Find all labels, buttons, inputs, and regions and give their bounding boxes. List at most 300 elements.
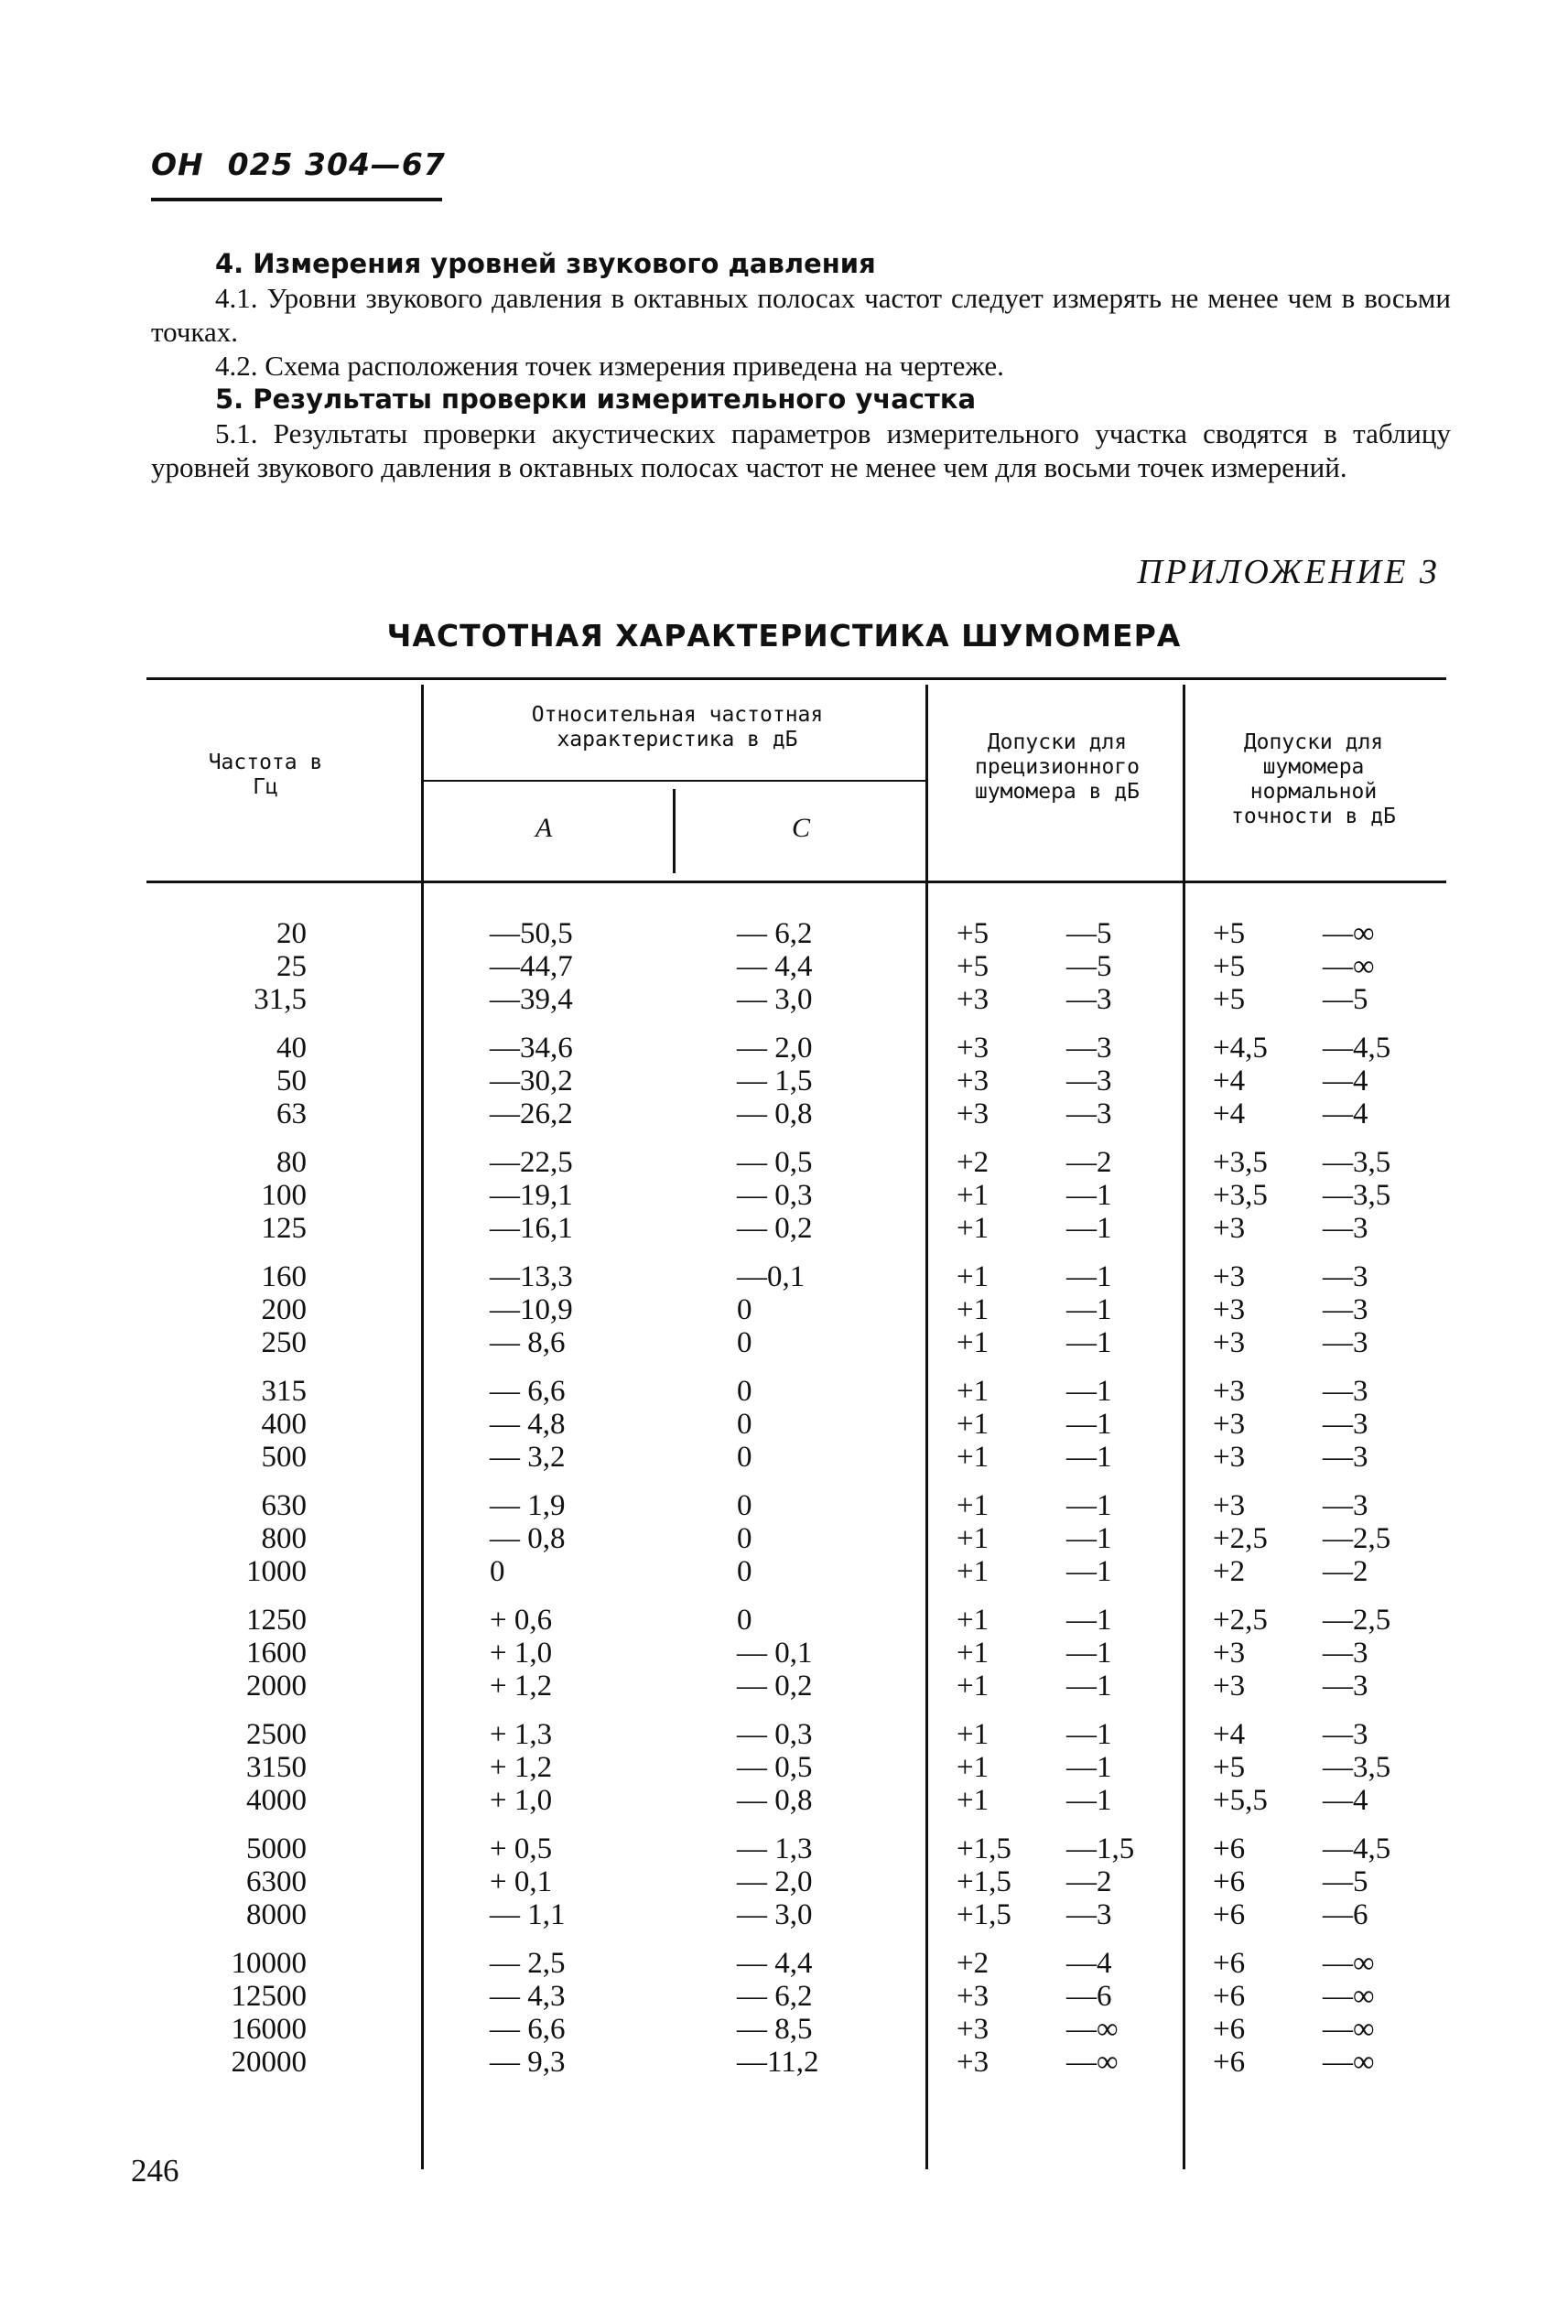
row-group	[490, 1146, 618, 1245]
frequency-cell: 6300	[246, 1865, 307, 1898]
c-weight-cell: 0	[737, 1326, 752, 1359]
c-weight-cell: — 0,3	[737, 1718, 813, 1751]
standard-code: ОН	[151, 146, 204, 182]
header-relative-response: Относительная частотная характеристика в дБ	[531, 703, 824, 751]
frequency-cell: 1600	[246, 1637, 307, 1670]
normal-plus-cell: +2,5	[1213, 1522, 1268, 1555]
row-group	[737, 1146, 865, 1245]
precision-tolerance-row	[957, 1146, 1167, 1179]
precision-plus-cell: +1	[957, 1718, 989, 1751]
normal-tolerance-row	[1213, 1408, 1423, 1441]
normal-plus-cell: +3	[1213, 1326, 1246, 1359]
normal-minus-cell: —2,5	[1323, 1604, 1391, 1637]
normal-plus-cell: +5	[1213, 950, 1246, 983]
section-5-title: 5. Результаты проверки измерительного участка	[215, 384, 977, 415]
row-group	[1213, 1032, 1423, 1130]
precision-plus-cell: +1	[957, 1293, 989, 1326]
frequency-cell: 100	[261, 1179, 307, 1212]
precision-minus-cell: —1	[1066, 1441, 1112, 1474]
page-number: 246	[131, 2153, 179, 2189]
header-a: A	[535, 813, 553, 843]
c-weight-cell: — 1,5	[737, 1065, 813, 1097]
precision-minus-cell: —3	[1066, 1898, 1112, 1931]
c-weight-cell: — 6,2	[737, 1980, 813, 2013]
paragraph-5-1: 5.1. Результаты проверки акустических параметров измерительного участка сводятся в таблицу уровней звукового давления в октавных полосах частот не менее чем для восьми точек измерений.	[151, 417, 1451, 483]
normal-tolerance-row	[1213, 1375, 1423, 1408]
a-weight-cell: — 2,5	[490, 1947, 566, 1980]
frequency-cell: 2500	[246, 1718, 307, 1751]
row-group	[151, 1260, 307, 1359]
precision-plus-cell: +3	[957, 2046, 989, 2079]
normal-minus-cell: —3	[1323, 1375, 1368, 1408]
precision-minus-cell: —1	[1066, 1179, 1112, 1212]
row-group	[1213, 1604, 1423, 1702]
precision-minus-cell: —1	[1066, 1489, 1112, 1522]
frequency-cell: 31,5	[254, 983, 307, 1016]
a-weight-cell: + 1,0	[490, 1637, 553, 1670]
row-group	[490, 917, 618, 1016]
frequency-cell: 16000	[231, 2013, 307, 2046]
c-weight-cell: — 3,0	[737, 1898, 813, 1931]
precision-tolerance-row	[957, 1784, 1167, 1817]
precision-tolerance-row	[957, 2013, 1167, 2046]
c-weight-cell: 0	[737, 1555, 752, 1588]
frequency-cell: 10000	[231, 1947, 307, 1980]
precision-plus-cell: +1	[957, 1441, 989, 1474]
row-group	[737, 1947, 865, 2079]
normal-minus-cell: —2,5	[1323, 1522, 1391, 1555]
c-weight-cell: 0	[737, 1522, 752, 1555]
normal-tolerance-row	[1213, 1179, 1423, 1212]
frequency-cell: 2000	[246, 1670, 307, 1702]
precision-minus-cell: —1	[1066, 1637, 1112, 1670]
c-weight-cell: — 4,4	[737, 950, 813, 983]
c-weight-cell: — 0,8	[737, 1097, 813, 1130]
precision-plus-cell: +3	[957, 983, 989, 1016]
precision-minus-cell: —∞	[1066, 2046, 1119, 2079]
row-group	[1213, 1375, 1423, 1474]
c-weight-cell: — 0,8	[737, 1784, 813, 1817]
row-group	[490, 1260, 618, 1359]
normal-minus-cell: —3	[1323, 1260, 1368, 1293]
frequency-cell: 250	[261, 1326, 307, 1359]
precision-minus-cell: —1	[1066, 1293, 1112, 1326]
c-weight-cell: — 0,1	[737, 1637, 813, 1670]
normal-plus-cell: +3	[1213, 1441, 1246, 1474]
table-top-rule	[146, 677, 1446, 680]
col-divider-1	[421, 685, 424, 2169]
c-weight-cell: — 0,2	[737, 1670, 813, 1702]
precision-tolerance-row	[957, 1375, 1167, 1408]
normal-minus-cell: —∞	[1323, 2013, 1375, 2046]
normal-minus-cell: —3	[1323, 1718, 1368, 1751]
row-group	[490, 1375, 618, 1474]
precision-plus-cell: +1,5	[957, 1832, 1011, 1865]
normal-minus-cell: —∞	[1323, 917, 1375, 950]
precision-tolerance-row	[957, 1212, 1167, 1245]
a-weight-cell: —19,1	[490, 1179, 573, 1212]
normal-tolerance-row	[1213, 1441, 1423, 1474]
precision-minus-cell: —3	[1066, 1097, 1112, 1130]
normal-plus-cell: +3	[1213, 1260, 1246, 1293]
precision-plus-cell: +5	[957, 917, 989, 950]
normal-tolerance-row	[1213, 1065, 1423, 1097]
c-weight-cell: 0	[737, 1604, 752, 1637]
row-group	[737, 1718, 865, 1817]
normal-tolerance-row	[1213, 1947, 1423, 1980]
c-weight-cell: 0	[737, 1293, 752, 1326]
precision-tolerance-row	[957, 1947, 1167, 1980]
row-group	[737, 1604, 865, 1702]
row-group	[957, 917, 1167, 1016]
table-header-rule	[146, 881, 1446, 883]
normal-tolerance-row	[1213, 1865, 1423, 1898]
normal-plus-cell: +5	[1213, 1751, 1246, 1784]
precision-minus-cell: —1	[1066, 1375, 1112, 1408]
row-group	[151, 917, 307, 1016]
normal-minus-cell: —3	[1323, 1293, 1368, 1326]
a-weight-cell: 0	[490, 1555, 505, 1588]
normal-plus-cell: +4,5	[1213, 1032, 1268, 1065]
precision-plus-cell: +3	[957, 1097, 989, 1130]
frequency-cell: 20	[276, 917, 307, 950]
precision-tolerance-row	[957, 1097, 1167, 1130]
row-group	[957, 1032, 1167, 1130]
normal-plus-cell: +6	[1213, 1832, 1246, 1865]
a-weight-cell: — 9,3	[490, 2046, 566, 2079]
row-group	[1213, 1832, 1423, 1931]
table-title: ЧАСТОТНАЯ ХАРАКТЕРИСТИКА ШУМОМЕРА	[386, 618, 1182, 654]
row-group	[1213, 917, 1423, 1016]
precision-plus-cell: +1,5	[957, 1865, 1011, 1898]
a-weight-cell: —30,2	[490, 1065, 573, 1097]
row-group	[1213, 1260, 1423, 1359]
c-weight-cell: — 4,4	[737, 1947, 813, 1980]
appendix-label: ПРИЛОЖЕНИЕ 3	[1137, 553, 1440, 591]
col-divider-2	[925, 685, 928, 2169]
precision-minus-cell: —1	[1066, 1718, 1112, 1751]
normal-minus-cell: —∞	[1323, 2046, 1375, 2079]
precision-tolerance-row	[957, 1260, 1167, 1293]
a-weight-cell: + 1,0	[490, 1784, 553, 1817]
normal-minus-cell: —3	[1323, 1212, 1368, 1245]
a-weight-cell: —50,5	[490, 917, 573, 950]
precision-plus-cell: +1	[957, 1784, 989, 1817]
normal-tolerance-row	[1213, 1326, 1423, 1359]
c-weight-cell: — 2,0	[737, 1865, 813, 1898]
normal-plus-cell: +6	[1213, 2013, 1246, 2046]
precision-plus-cell: +1	[957, 1751, 989, 1784]
precision-minus-cell: —1	[1066, 1326, 1112, 1359]
normal-plus-cell: +3	[1213, 1212, 1246, 1245]
normal-plus-cell: +3	[1213, 1670, 1246, 1702]
precision-minus-cell: —3	[1066, 1032, 1112, 1065]
row-group	[737, 1260, 865, 1359]
normal-minus-cell: —3	[1323, 1637, 1368, 1670]
a-weight-cell: + 1,2	[490, 1751, 553, 1784]
precision-plus-cell: +1	[957, 1260, 989, 1293]
col-divider-3	[1183, 685, 1185, 2169]
normal-plus-cell: +2,5	[1213, 1604, 1268, 1637]
precision-tolerance-row	[957, 1604, 1167, 1637]
precision-tolerance-row	[957, 1980, 1167, 2013]
precision-minus-cell: —2	[1066, 1146, 1112, 1179]
normal-plus-cell: +6	[1213, 2046, 1246, 2079]
header-normal-tolerance: Допуски для шумомера нормальной точности в дБ	[1230, 730, 1396, 828]
frequency-cell: 50	[276, 1065, 307, 1097]
normal-tolerance-row	[1213, 1212, 1423, 1245]
precision-plus-cell: +1	[957, 1408, 989, 1441]
normal-tolerance-row	[1213, 1637, 1423, 1670]
normal-tolerance-row	[1213, 1718, 1423, 1751]
frequency-cell: 8000	[246, 1898, 307, 1931]
paragraph-4-1: 4.1. Уровни звукового давления в октавных полосах частот следует измерять не менее чем в восьми точках.	[151, 282, 1451, 348]
row-group	[1213, 1489, 1423, 1588]
frequency-cell: 400	[261, 1408, 307, 1441]
precision-plus-cell: +3	[957, 1980, 989, 2013]
c-weight-cell: — 6,2	[737, 917, 813, 950]
normal-minus-cell: —3,5	[1323, 1751, 1391, 1784]
precision-tolerance-row	[957, 1751, 1167, 1784]
precision-tolerance-row	[957, 1179, 1167, 1212]
normal-plus-cell: +4	[1213, 1718, 1246, 1751]
a-weight-cell: + 0,1	[490, 1865, 553, 1898]
frequency-cell: 800	[261, 1522, 307, 1555]
a-weight-cell: — 6,6	[490, 2013, 566, 2046]
normal-minus-cell: —3,5	[1323, 1179, 1391, 1212]
c-weight-cell: 0	[737, 1375, 752, 1408]
precision-plus-cell: +1	[957, 1489, 989, 1522]
frequency-cell: 160	[261, 1260, 307, 1293]
frequency-cell: 25	[276, 950, 307, 983]
precision-tolerance-row	[957, 1718, 1167, 1751]
a-weight-cell: — 8,6	[490, 1326, 566, 1359]
normal-tolerance-row	[1213, 983, 1423, 1016]
a-weight-cell: + 1,2	[490, 1670, 553, 1702]
row-group	[737, 1489, 865, 1588]
c-weight-cell: —0,1	[737, 1260, 806, 1293]
row-group	[957, 1947, 1167, 2079]
frequency-cell: 5000	[246, 1832, 307, 1865]
row-group	[151, 1489, 307, 1588]
precision-tolerance-row	[957, 917, 1167, 950]
precision-minus-cell: —1	[1066, 1751, 1112, 1784]
normal-tolerance-row	[1213, 1980, 1423, 2013]
a-weight-cell: —10,9	[490, 1293, 573, 1326]
a-weight-cell: —16,1	[490, 1212, 573, 1245]
row-group	[957, 1489, 1167, 1588]
precision-plus-cell: +1,5	[957, 1898, 1011, 1931]
c-weight-cell: 0	[737, 1408, 752, 1441]
precision-plus-cell: +1	[957, 1212, 989, 1245]
normal-plus-cell: +3	[1213, 1489, 1246, 1522]
precision-minus-cell: —4	[1066, 1947, 1112, 1980]
row-group	[151, 1032, 307, 1130]
row-group	[490, 1947, 618, 2079]
normal-tolerance-row	[1213, 917, 1423, 950]
normal-plus-cell: +6	[1213, 1980, 1246, 2013]
row-group	[1213, 1146, 1423, 1245]
precision-plus-cell: +3	[957, 1065, 989, 1097]
precision-tolerance-row	[957, 2046, 1167, 2079]
row-group	[490, 1604, 618, 1702]
c-weight-cell: 0	[737, 1489, 752, 1522]
c-weight-cell: — 0,5	[737, 1146, 813, 1179]
normal-minus-cell: —4,5	[1323, 1832, 1391, 1865]
normal-tolerance-row	[1213, 1751, 1423, 1784]
precision-minus-cell: —1	[1066, 1784, 1112, 1817]
normal-tolerance-row	[1213, 1784, 1423, 1817]
row-group	[737, 1832, 865, 1931]
precision-tolerance-row	[957, 1670, 1167, 1702]
precision-minus-cell: —1	[1066, 1670, 1112, 1702]
precision-minus-cell: —5	[1066, 917, 1112, 950]
normal-tolerance-row	[1213, 1555, 1423, 1588]
precision-tolerance-row	[957, 1898, 1167, 1931]
normal-minus-cell: —∞	[1323, 1980, 1375, 2013]
frequency-cell: 500	[261, 1441, 307, 1474]
frequency-cell: 125	[261, 1212, 307, 1245]
precision-tolerance-row	[957, 1326, 1167, 1359]
column-c	[737, 917, 865, 2094]
row-group	[151, 1146, 307, 1245]
precision-tolerance-row	[957, 1832, 1167, 1865]
c-weight-cell: 0	[737, 1441, 752, 1474]
frequency-cell: 1000	[246, 1555, 307, 1588]
normal-tolerance-row	[1213, 2013, 1423, 2046]
a-weight-cell: — 4,8	[490, 1408, 566, 1441]
frequency-cell: 3150	[246, 1751, 307, 1784]
precision-minus-cell: —1,5	[1066, 1832, 1135, 1865]
c-weight-cell: — 0,5	[737, 1751, 813, 1784]
precision-plus-cell: +2	[957, 1146, 989, 1179]
precision-plus-cell: +1	[957, 1637, 989, 1670]
row-group	[737, 1032, 865, 1130]
frequency-cell: 630	[261, 1489, 307, 1522]
normal-plus-cell: +5,5	[1213, 1784, 1268, 1817]
row-group	[490, 1718, 618, 1817]
column-normal-tolerance	[1213, 917, 1423, 2094]
normal-minus-cell: —3	[1323, 1441, 1368, 1474]
normal-minus-cell: —3,5	[1323, 1146, 1391, 1179]
precision-tolerance-row	[957, 1032, 1167, 1065]
precision-plus-cell: +3	[957, 2013, 989, 2046]
normal-tolerance-row	[1213, 1293, 1423, 1326]
normal-tolerance-row	[1213, 1832, 1423, 1865]
normal-tolerance-row	[1213, 1670, 1423, 1702]
header-frequency: Частота в Гц	[208, 751, 323, 799]
normal-minus-cell: —4	[1323, 1784, 1368, 1817]
a-weight-cell: — 6,6	[490, 1375, 566, 1408]
precision-minus-cell: —1	[1066, 1408, 1112, 1441]
header-c: C	[792, 813, 811, 843]
precision-minus-cell: —∞	[1066, 2013, 1119, 2046]
normal-plus-cell: +3,5	[1213, 1179, 1268, 1212]
row-group	[490, 1832, 618, 1931]
precision-minus-cell: —1	[1066, 1260, 1112, 1293]
a-weight-cell: — 4,3	[490, 1980, 566, 2013]
a-weight-cell: —34,6	[490, 1032, 573, 1065]
col-divider-ac	[673, 789, 676, 873]
frequency-cell: 40	[276, 1032, 307, 1065]
a-weight-cell: — 3,2	[490, 1441, 566, 1474]
column-precision-tolerance	[957, 917, 1167, 2094]
row-group	[490, 1489, 618, 1588]
row-group	[737, 917, 865, 1016]
row-group	[957, 1718, 1167, 1817]
precision-tolerance-row	[957, 1441, 1167, 1474]
section-4-title: 4. Измерения уровней звукового давления	[215, 248, 876, 279]
row-group	[151, 1832, 307, 1931]
frequency-cell: 20000	[231, 2046, 307, 2079]
precision-tolerance-row	[957, 1555, 1167, 1588]
section-4	[151, 247, 1451, 484]
precision-plus-cell: +3	[957, 1032, 989, 1065]
normal-tolerance-row	[1213, 1522, 1423, 1555]
precision-plus-cell: +1	[957, 1326, 989, 1359]
c-weight-cell: — 0,2	[737, 1212, 813, 1245]
precision-minus-cell: —6	[1066, 1980, 1112, 2013]
normal-minus-cell: —4	[1323, 1065, 1368, 1097]
a-weight-cell: + 1,3	[490, 1718, 553, 1751]
normal-minus-cell: —3	[1323, 1326, 1368, 1359]
row-group	[151, 1947, 307, 2079]
frequency-cell: 1250	[246, 1604, 307, 1637]
c-weight-cell: — 1,3	[737, 1832, 813, 1865]
precision-tolerance-row	[957, 950, 1167, 983]
normal-plus-cell: +4	[1213, 1065, 1246, 1097]
a-weight-cell: —13,3	[490, 1260, 573, 1293]
frequency-cell: 4000	[246, 1784, 307, 1817]
normal-minus-cell: —3	[1323, 1408, 1368, 1441]
row-group	[957, 1260, 1167, 1359]
paragraph-4-2: 4.2. Схема расположения точек измерения приведена на чертеже.	[215, 350, 1004, 382]
row-group	[151, 1375, 307, 1474]
normal-plus-cell: +3	[1213, 1293, 1246, 1326]
relative-subheader-rule	[421, 780, 928, 782]
normal-plus-cell: +6	[1213, 1898, 1246, 1931]
row-group	[957, 1832, 1167, 1931]
precision-plus-cell: +1	[957, 1375, 989, 1408]
normal-minus-cell: —3	[1323, 1670, 1368, 1702]
row-group	[1213, 1718, 1423, 1817]
normal-tolerance-row	[1213, 2046, 1423, 2079]
column-frequency	[151, 917, 307, 2094]
c-weight-cell: — 2,0	[737, 1032, 813, 1065]
precision-tolerance-row	[957, 1408, 1167, 1441]
precision-tolerance-row	[957, 1293, 1167, 1326]
c-weight-cell: — 0,3	[737, 1179, 813, 1212]
precision-minus-cell: —1	[1066, 1604, 1112, 1637]
normal-plus-cell: +5	[1213, 983, 1246, 1016]
row-group	[151, 1718, 307, 1817]
c-weight-cell: — 8,5	[737, 2013, 813, 2046]
column-a	[490, 917, 618, 2094]
normal-plus-cell: +5	[1213, 917, 1246, 950]
normal-plus-cell: +6	[1213, 1947, 1246, 1980]
row-group	[957, 1604, 1167, 1702]
precision-plus-cell: +1	[957, 1522, 989, 1555]
precision-tolerance-row	[957, 1522, 1167, 1555]
normal-minus-cell: —4	[1323, 1097, 1368, 1130]
c-weight-cell: — 3,0	[737, 983, 813, 1016]
standard-number: 025 304—67	[227, 146, 446, 182]
precision-plus-cell: +5	[957, 950, 989, 983]
normal-plus-cell: +6	[1213, 1865, 1246, 1898]
precision-plus-cell: +1	[957, 1179, 989, 1212]
normal-plus-cell: +3	[1213, 1375, 1246, 1408]
a-weight-cell: + 0,6	[490, 1604, 553, 1637]
